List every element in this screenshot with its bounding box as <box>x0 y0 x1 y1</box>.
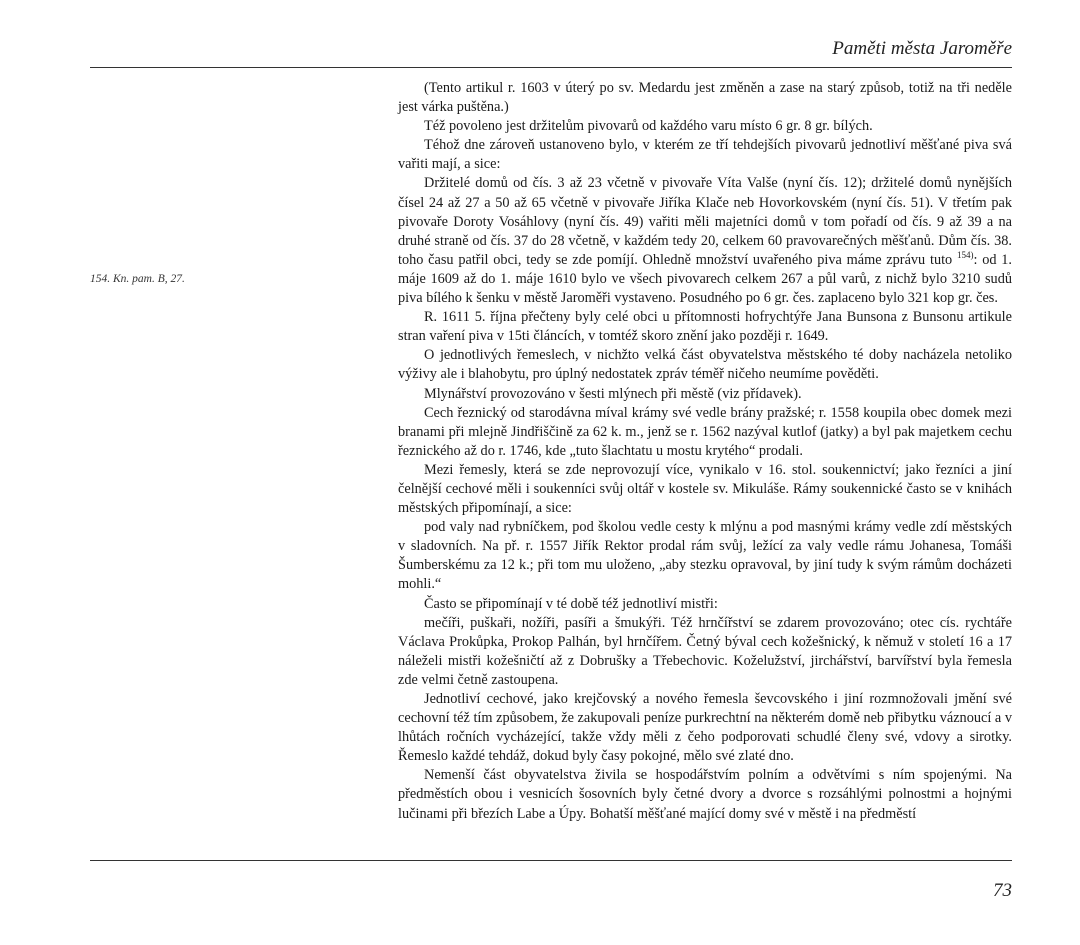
paragraph: Mlynářství provozováno v šesti mlýnech při městě (viz přídavek). <box>424 385 802 402</box>
paragraph: Často se připomínají v té době též jednotliví mistři: <box>424 595 718 612</box>
footer-rule <box>90 860 1012 861</box>
paragraph: (Tento artikul r. 1603 v úterý po sv. Medardu jest změněn a zase na starý způsob, totiž na tři neděle jest várka puštěna.) <box>398 80 1012 116</box>
paragraph: Téhož dne zároveň ustanoveno bylo, v kterém ze tří tehdejších pivovarů jednotliví měšťané piva svá vařiti mají, a sice: <box>398 137 1012 173</box>
paragraph: mečíři, puškaři, nožíři, pasíři a šmukýři. Též hrnčířství se zdarem provozováno; otec cís. rychtáře Václava Prokůpka, Prokop Palhán, byl hrnčířem. Četný býval cech kožešnický, k němuž v století 16 a 17 náleželi mistři kožešničtí až z Dobrušky a Třebechovic. Koželužství, jirchářství, barvířství byla řemesla zde velmi četně zastoupena. <box>398 614 1012 688</box>
footnote-reference: 154) <box>956 250 974 261</box>
paragraph: Nemenší část obyvatelstva živila se hospodářstvím polním a odvětvími s ním spojenými. Na předměstích obou i vesnicích šosovních byly četné dvory a dvorce s rozsáhlými polnostmi a hojnými lučinami při březích Labe a Úpy. Bohatší měšťané mající domy své v městě i na předměstí <box>398 767 1012 822</box>
header-rule <box>90 67 1012 68</box>
paragraph: Cech řeznický od starodávna míval krámy své vedle brány pražské; r. 1558 koupila obec domek mezi branami při mlejně Jindřiščině za 62 k. m., jenž se r. 1562 nazýval kutlof (jatky) a byl pak majetkem cechu řeznického až do r. 1746, kde „tuto šlachtatu u mostu krytého“ prodali. <box>398 404 1012 459</box>
paragraph: Mezi řemesly, která se zde neprovozují více, vynikalo v 16. stol. soukennictví; jako řezníci a jiní čelnější cechové měli i soukenníci svůj oltář v kostele sv. Mikuláše. Rámy soukennické často se v knihách městských připomínají, a sice: <box>398 461 1012 517</box>
main-text <box>398 79 1012 824</box>
paragraph: Též povoleno jest držitelům pivovarů od každého varu místo 6 gr. 8 gr. bílých. <box>424 118 873 135</box>
paragraph: R. 1611 5. října přečteny byly celé obci u přítomnosti hofrychtýře Jana Bunsona z Bunsonu artikule stran vaření piva v 15ti článcích, v tomtéž skoro znění jako později r. 1649. <box>398 309 1012 345</box>
paragraph: Jednotliví cechové, jako krejčovský a nového řemesla ševcovského i jiní rozmnožovali jmění své cechovní též tím způsobem, že zakupovali peníze purkrechtní na některém domě neb přibytku váznoucí a v lhůtách ročních vycházející, takže vždy měli z čeho podporovati schudlé členy své, vdovy a sirotky. Řemeslo každé tehdáž, dokud byly časy pokojné, mělo své zlaté dno. <box>398 691 1012 765</box>
margin-footnote: 154. Kn. pam. B, 27. <box>90 273 185 285</box>
paragraph: O jednotlivých řemeslech, v nichžto velká část obyvatelstva městského té doby nacházela netoliko výživy ale i blahobytu, pro úplný nedostatek zpráv téměř ničeho neumíme pověděti. <box>398 347 1012 383</box>
paragraph-text: Držitelé domů od čís. 3 až 23 včetně v pivovaře Víta Valše (nyní čís. 12); držitelé domů nynějších čísel 24 až 27 a 50 až 65 včetně v pivovaře Jiříka Klače neb Hovorkovském (nyní čís. 51). V třetím pak pivovaře Doroty Vosáhlovy (nyní čís. 49) vařiti měli majetníci domů v tom pořadí od čís. 9 až 39 a na druhé straně od čís. 37 do 28 včetně, v každém tedy 20, celkem 60 pravovarečných měšťanů. Dům čís. 38. toho času patřil obci, tedy se zde pomíjí. Ohledně množství uvařeného piva máme zprávu tuto <box>398 175 1012 268</box>
paragraph-text-continued: : od 1. máje 1609 až do 1. máje 1610 bylo ve všech pivovarech celkem 267 a půl varů, z nichž bylo 3210 sudů piva bílého k šenku v městě Jaroměři vystaveno. Posudného po 6 gr. čes. zaplaceno bylo 321 kop gr. čes. <box>398 251 1013 307</box>
running-title: Paměti města Jaroměře <box>832 38 1012 59</box>
paragraph: pod valy nad rybníčkem, pod školou vedle cesty k mlýnu a pod masnými krámy vedle zdí městských v sladovních. Na př. r. 1557 Jiřík Rektor prodal rám svůj, ležící za valy vedle rámu Johanesa, Tomáši Šumberskému za 12 k.; při tom mu uloženo, „aby stezku opravoval, by jiní tudy k svým rámům docházeti mohli.“ <box>398 519 1012 593</box>
page-number: 73 <box>993 880 1012 901</box>
paragraph <box>398 174 1012 308</box>
